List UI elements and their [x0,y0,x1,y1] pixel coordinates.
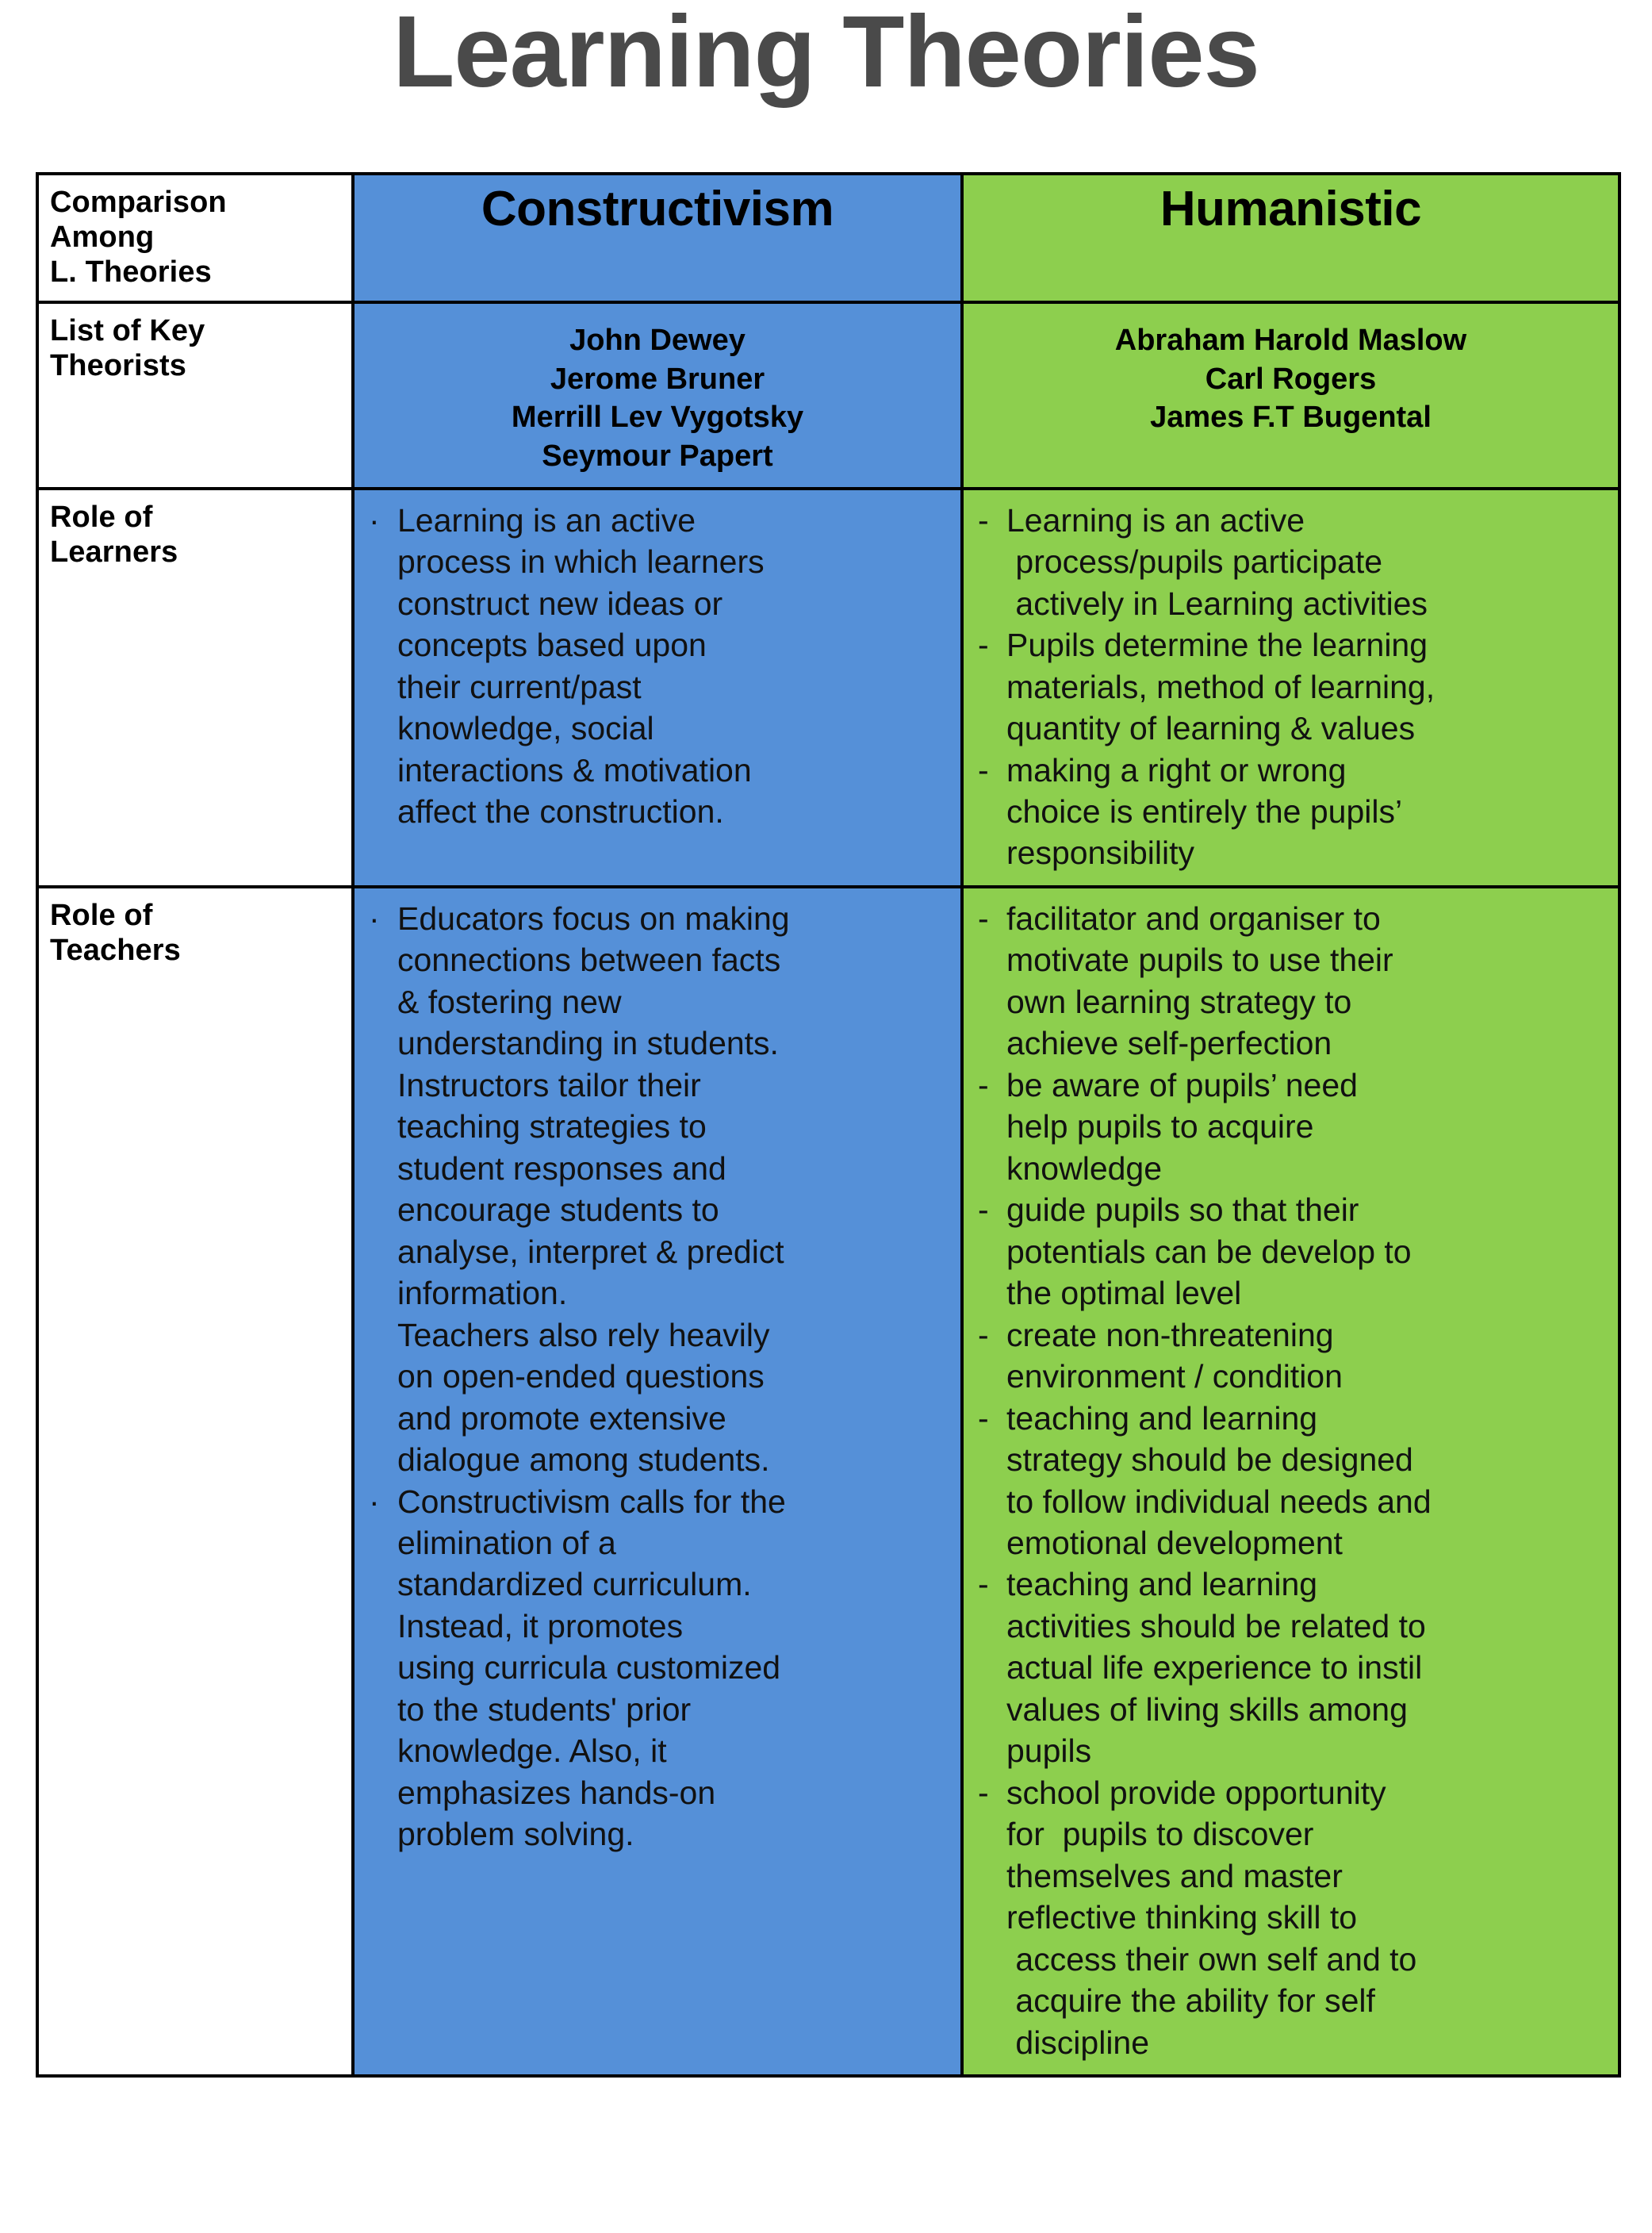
bullet-list [975,500,1607,874]
bullet-item [975,1314,1607,1398]
bullet-line: actively in Learning activities [1006,585,1428,622]
bullet-item [975,1772,1607,2063]
bullet-item [366,500,949,833]
comparison-table-wrapper [36,172,1618,2233]
bullet-marker: - [978,501,989,539]
cell-teachers-humanistic [962,887,1619,2076]
bullet-list [366,500,949,833]
bullet-marker: - [978,627,989,664]
column-header-humanistic [962,174,1619,302]
bullet-line: for pupils to discover [1006,1816,1314,1853]
bullet-line: Constructivism calls for the [397,1483,786,1520]
bullet-line: motivate pupils to use their [1006,942,1393,979]
bullet-item [975,750,1607,874]
list-item: Carl Rogers [1205,362,1377,396]
bullet-line: elimination of a [397,1524,616,1561]
theorist-list-constructivism [366,313,949,476]
bullet-line: Instructors tailor their [397,1066,701,1103]
bullet-marker: - [978,1774,989,1811]
bullet-marker: · [369,1483,380,1520]
bullet-marker: - [978,1316,989,1353]
bullet-line: interactions & motivation [397,751,752,788]
cell-learners-humanistic [962,489,1619,887]
corner-label-line-1: Comparison [50,186,227,219]
list-item: Jerome Bruner [550,362,765,396]
bullet-line: analyse, interpret & predict [397,1233,784,1270]
bullet-line: school provide opportunity [1006,1774,1386,1811]
bullet-line: be aware of pupils’ need [1006,1066,1358,1103]
bullet-line: & fostering new [397,983,622,1020]
bullet-marker: - [978,1066,989,1103]
bullet-line: environment / condition [1006,1358,1343,1395]
bullet-line: knowledge. Also, it [397,1732,667,1770]
bullet-line: discipline [1006,2024,1150,2061]
bullet-item [975,1563,1607,1771]
theorist-list-humanistic [975,313,1607,437]
bullet-line: guide pupils so that their [1006,1191,1359,1229]
bullet-line: their current/past [397,668,642,705]
bullet-line: process in which learners [397,543,765,581]
bullet-line: to the students' prior [397,1690,692,1728]
bullet-line: using curricula customized [397,1649,781,1686]
bullet-line: emphasizes hands-on [397,1774,716,1811]
bullet-item [366,898,949,1481]
bullet-line: information. [397,1275,568,1312]
bullet-marker: - [978,1191,989,1229]
learning-theories-comparison-table [36,172,1621,2078]
bullet-line: create non-threatening [1006,1316,1334,1353]
table-header-row [37,174,1619,302]
table-row-role-of-teachers [37,887,1619,2076]
bullet-item [975,500,1607,624]
bullet-line: Learning is an active [397,501,696,539]
bullet-list [366,898,949,1855]
bullet-line: actual life experience to instil [1006,1649,1423,1686]
bullet-item [975,624,1607,749]
cell-learners-constructivism [353,489,962,887]
bullet-item [975,1065,1607,1189]
bullet-item [975,1189,1607,1314]
cell-teachers-constructivism [353,887,962,2076]
row-label-theorists [37,302,353,489]
bullet-line: the optimal level [1006,1275,1242,1312]
bullet-line: pupils [1006,1732,1092,1770]
bullet-line: standardized curriculum. [397,1566,752,1603]
bullet-line: reflective thinking skill to [1006,1899,1358,1936]
list-item: Merrill Lev Vygotsky [511,401,804,435]
bullet-line: help pupils to acquire [1006,1108,1314,1145]
bullet-line: Instead, it promotes [397,1607,684,1644]
bullet-line: teaching and learning [1006,1566,1318,1603]
row-label-teachers-line-2: Teachers [50,934,181,968]
bullet-marker: - [978,1566,989,1603]
bullet-line: materials, method of learning, [1006,668,1435,705]
bullet-line: Educators focus on making [397,900,790,937]
list-item: Seymour Papert [542,439,773,474]
bullet-item [975,898,1607,1065]
bullet-line: activities should be related to [1006,1607,1426,1644]
bullet-line: dialogue among students. [397,1441,770,1479]
bullet-line: quantity of learning & values [1006,710,1416,747]
bullet-line: problem solving. [397,1816,634,1853]
corner-label-cell [37,174,353,302]
bullet-line: making a right or wrong [1006,751,1347,788]
bullet-line: knowledge [1006,1149,1163,1187]
bullet-line: themselves and master [1006,1857,1343,1894]
bullet-line: values of living skills among [1006,1690,1408,1728]
bullet-line: knowledge, social [397,710,654,747]
page-title: Learning Theories [393,0,1259,109]
bullet-line: achieve self-perfection [1006,1025,1332,1062]
bullet-line: responsibility [1006,834,1194,872]
bullet-line: Pupils determine the learning [1006,627,1428,664]
bullet-line: Teachers also rely heavily [397,1316,770,1353]
row-label-role-of-teachers [37,887,353,2076]
row-label-teachers-line-1: Role of [50,898,153,932]
cell-theorists-humanistic [962,302,1619,489]
bullet-line: choice is entirely the pupils’ [1006,793,1403,831]
bullet-line: potentials can be develop to [1006,1233,1412,1270]
bullet-line: concepts based upon [397,627,707,664]
bullet-line: emotional development [1006,1524,1343,1561]
bullet-line: and promote extensive [397,1399,726,1437]
bullet-line: understanding in students. [397,1025,779,1062]
bullet-line: on open-ended questions [397,1358,765,1395]
bullet-item [975,1398,1607,1564]
column-header-constructivism-label: Constructivism [481,182,834,236]
row-label-theorists-line-1: List of Key [50,314,205,348]
bullet-line: access their own self and to [1006,1940,1417,1978]
bullet-line: facilitator and organiser to [1006,900,1381,937]
bullet-line: teaching and learning [1006,1399,1318,1437]
corner-label-line-2: Among [50,221,155,255]
bullet-marker: · [369,501,380,539]
bullet-line: process/pupils participate [1006,543,1383,581]
list-item: John Dewey [569,324,746,358]
bullet-item [366,1481,949,1855]
corner-label-line-3: L. Theories [50,255,212,290]
list-item: James F.T Bugental [1150,401,1432,435]
column-header-constructivism [353,174,962,302]
row-label-learners-line-2: Learners [50,535,178,569]
bullet-line: construct new ideas or [397,585,723,622]
column-header-humanistic-label: Humanistic [1159,182,1422,236]
bullet-line: own learning strategy to [1006,983,1352,1020]
bullet-line: student responses and [397,1149,726,1187]
bullet-marker: · [369,900,380,937]
row-label-learners-line-1: Role of [50,500,153,534]
bullet-marker: - [978,751,989,788]
bullet-line: Learning is an active [1006,501,1305,539]
table-row-role-of-learners [37,489,1619,887]
bullet-line: acquire the ability for self [1006,1982,1375,2020]
bullet-line: strategy should be designed [1006,1441,1413,1479]
bullet-line: to follow individual needs and [1006,1483,1432,1520]
bullet-list [975,898,1607,2063]
bullet-line: encourage students to [397,1191,719,1229]
bullet-line: teaching strategies to [397,1108,707,1145]
bullet-line: connections between facts [397,942,781,979]
row-label-role-of-learners [37,489,353,887]
row-label-theorists-line-2: Theorists [50,349,186,383]
table-row-theorists [37,302,1619,489]
list-item: Abraham Harold Maslow [1114,324,1467,358]
bullet-line: affect the construction. [397,793,724,831]
bullet-marker: - [978,1399,989,1437]
bullet-marker: - [978,900,989,937]
cell-theorists-constructivism [353,302,962,489]
